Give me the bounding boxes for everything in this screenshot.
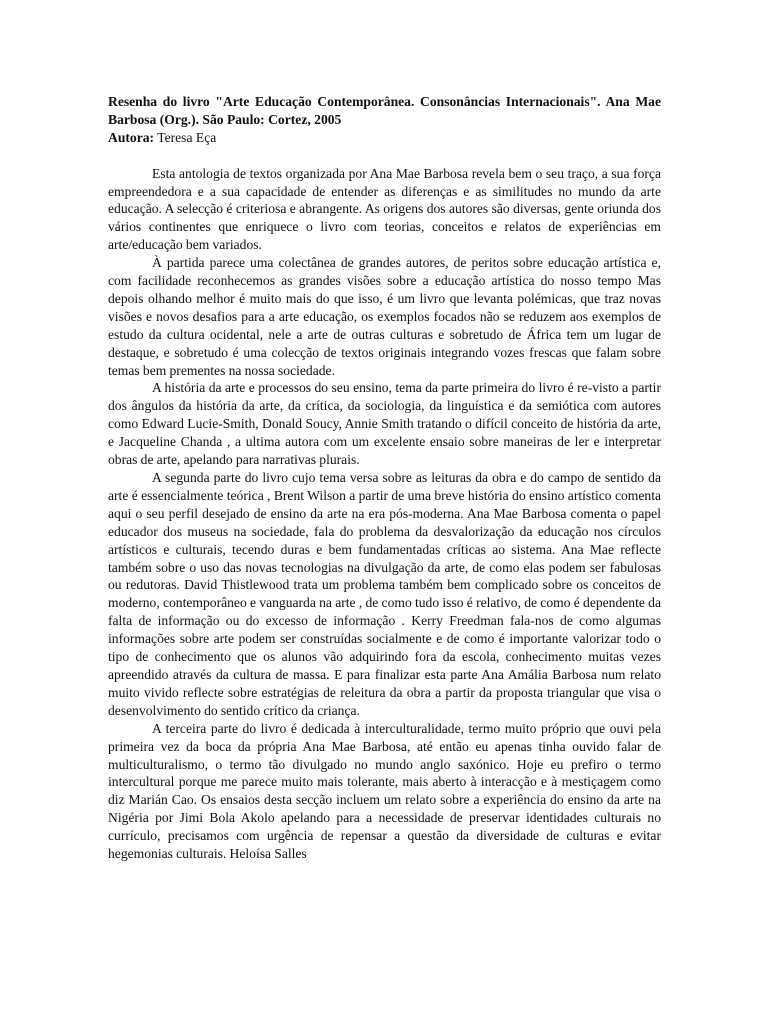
author-name: Teresa Eça: [157, 129, 217, 145]
review-title: Resenha do livro "Arte Educação Contemporânea. Consonâncias Internacionais". Ana Mae Barbosa (Org.). São Paulo: Cortez, 2005: [108, 94, 661, 127]
paragraph-part-two: A segunda parte do livro cujo tema versa sobre as leituras da obra e do campo de sentido da arte é essencialmente teórica , Brent Wilson a partir de uma breve história do ensino artístico comenta aqui o seu perfil desejado de ensino da arte na era pós-moderna. Ana Mae Barbosa comenta o papel educador dos museus na sociedade, fala do problema da desvalorização da educação nos círculos artísticos e culturais, tecendo duras e bem fundamentadas críticas ao sistema. Ana Mae reflecte também sobre o uso das novas tecnologias na divulgação da arte, de como elas podem ser fabulosas ou redutoras. David Thistlewood trata um problema também bem complicado sobre os conceitos de moderno, contemporâneo e vanguarda na arte , de como tudo isso é relativo, de como é dependente da falta de informação ou do excesso de informação . Kerry Freedman fala-nos de como algumas informações sobre arte podem ser construídas socialmente e de como é importante valorizar todo o tipo de conhecimento que os alunos vão adquirindo fora da escola, conhecimento muitas vezes apreendido através da cultura de massa. E para finalizar esta parte Ana Amália Barbosa num relato muito vivido reflecte sobre estratégias de releitura da obra a partir da proposta triangular que visa o desenvolvimento do sentido crítico da criança.: [108, 470, 661, 718]
paragraph-overview: À partida parece uma colectânea de grandes autores, de peritos sobre educação artística e, com facilidade reconhecemos as grandes visões sobre a educação artística do nosso tempo Mas depois olhando melhor é muito mais do que isso, é um livro que levanta polémicas, que traz novas visões e novos desafios para a arte educação, os exemplos focados não se reduzem aos exemplos de estudo da cultura ocidental, nele a arte de outras culturas e sobretudo de África tem um lugar de destaque, e sobretudo é uma colecção de textos originais integrando vozes frescas que falam sobre temas bem prementes na nossa sociedade.: [108, 255, 661, 378]
paragraph-intro: Esta antologia de textos organizada por Ana Mae Barbosa revela bem o seu traço, a sua força empreendedora e a sua capacidade de entender as diferenças e as similitudes no mundo da arte educação. A selecção é criteriosa e abrangente. As origens dos autores são diversas, gente oriunda dos vários continentes que enriquece o livro com teorias, conceitos e relatos de experiências em arte/educação bem variados.: [108, 165, 661, 253]
paragraph-part-one: A história da arte e processos do seu ensino, tema da parte primeira do livro é re-visto a partir dos ângulos da história da arte, da crítica, da sociologia, da linguística e da semiótica com autores como Edward Lucie-Smith, Donald Soucy, Annie Smith tratando o difícil conceito de história da arte, e Jacqueline Chanda , a ultima autora com um excelente ensaio sobre maneiras de ler e interpretar obras de arte, apelando para narrativas plurais.: [108, 380, 661, 468]
document-page: [108, 93, 661, 863]
review-heading: [108, 93, 661, 147]
paragraph-part-three: A terceira parte do livro é dedicada à interculturalidade, termo muito próprio que ouvi pela primeira vez da boca da própria Ana Mae Barbosa, até então eu apenas tinha ouvido falar de multiculturalismo, o termo tão divulgado no mundo anglo saxónico. Hoje eu prefiro o termo intercultural porque me parece muito mais tolerante, mais aberto à interacção e à mestiçagem como diz Marián Cao. Os ensaios desta secção incluem um relato sobre a experiência do ensino da arte na Nigéria por Jimi Bola Akolo apelando para a necessidade de preservar identidades culturais no currículo, precisamos com urgência de repensar a questão da diversidade de culturas e evitar hegemonias culturais. Heloísa Salles: [108, 720, 661, 862]
blank-line: [108, 147, 661, 165]
author-label: Autora:: [108, 129, 155, 145]
author-line: [108, 129, 661, 147]
